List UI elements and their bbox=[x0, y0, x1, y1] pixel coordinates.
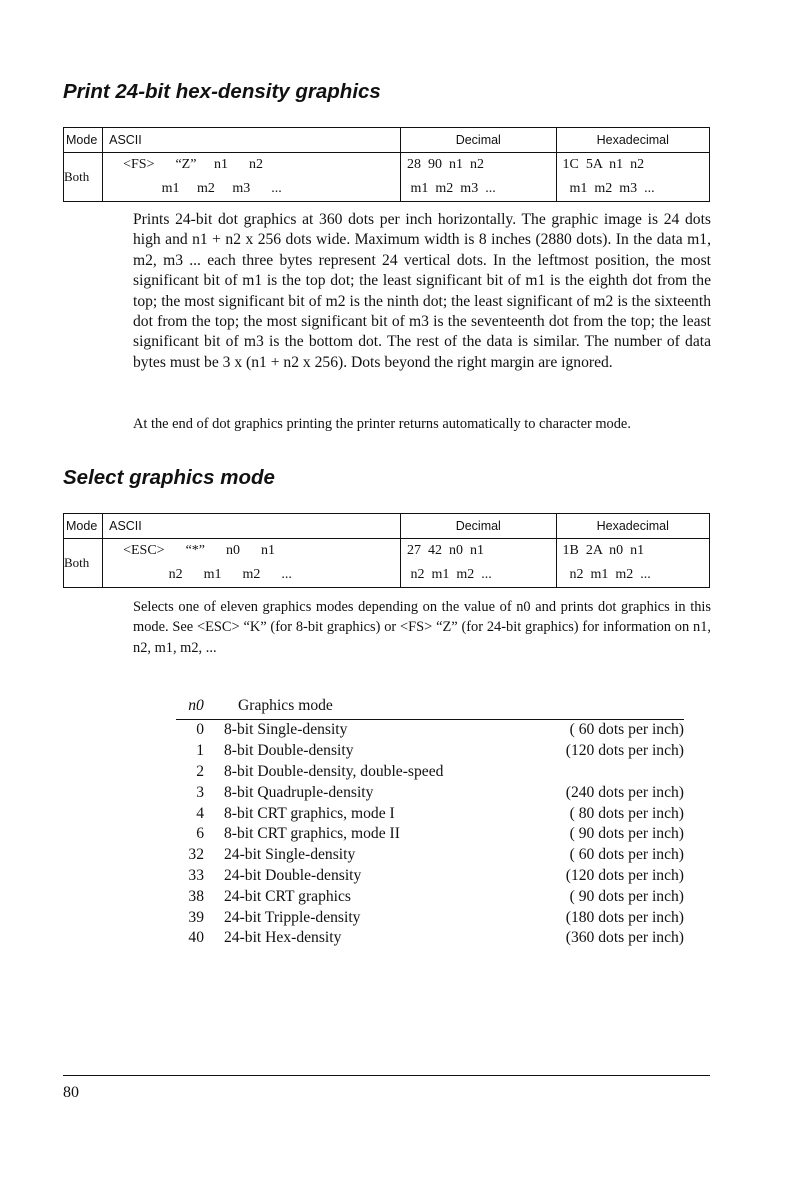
mode-row bbox=[176, 845, 684, 866]
mode-description: 24-bit CRT graphics bbox=[224, 887, 351, 905]
mode-description: 24-bit Tripple-density bbox=[224, 908, 361, 926]
mode-row bbox=[176, 928, 684, 949]
mode-description: 8-bit Quadruple-density bbox=[224, 783, 374, 801]
hex-line: 1C 5A n1 n2 bbox=[562, 157, 645, 172]
mode-n0: 32 bbox=[188, 846, 204, 864]
mode-row bbox=[176, 866, 684, 887]
decimal-sequence bbox=[401, 153, 556, 202]
ascii-line: n2 m1 m2 ... bbox=[123, 567, 292, 582]
command-table-graphics-mode bbox=[63, 513, 710, 588]
mode-description: 8-bit CRT graphics, mode I bbox=[224, 804, 395, 822]
hex-line: n2 m1 m2 ... bbox=[562, 567, 651, 582]
mode-n0: 40 bbox=[188, 929, 204, 947]
header-mode: Mode bbox=[64, 514, 103, 539]
modes-header-row bbox=[176, 696, 684, 720]
mode-density: (120 dots per inch) bbox=[565, 866, 684, 884]
mode-n0: 4 bbox=[196, 804, 204, 822]
note-character-mode: At the end of dot graphics printing the printer returns automatically to character mode. bbox=[133, 416, 631, 432]
mode-n0: 0 bbox=[196, 721, 204, 739]
mode-row bbox=[176, 824, 684, 845]
mode-description: 24-bit Single-density bbox=[224, 846, 356, 864]
description-hex-density: Prints 24-bit dot graphics at 360 dots per inch horizontally. The graphic image is 24 dots high and n1 + n2 x 256 dots wide. Maximum width is 8 inches (2880 dots). In the data m1, m2, m3 ... each three bytes represent 24 vertical dots. In the leftmost position, the most significant bit of m1 is the top dot; the least significant bit of m1 is the eighth dot from the top; the most significant bit of m2 is the ninth dot; the least significant of m2 is the sixteenth dot from the top; the most significant bit of m3 is the seventeenth dot from the top; the least significant bit of m3 is the bottom dot. The rest of the data is similar. The number of data bytes must be 3 x (n1 + n2 x 256). Dots beyond the right margin are ignored. bbox=[133, 211, 711, 371]
mode-description: 24-bit Double-density bbox=[224, 866, 362, 884]
mode-description: 8-bit Double-density, double-speed bbox=[224, 762, 444, 780]
mode-density: ( 90 dots per inch) bbox=[569, 825, 684, 843]
mode-density: (240 dots per inch) bbox=[565, 783, 684, 801]
header-decimal: Decimal bbox=[401, 128, 556, 153]
modes-table-body bbox=[176, 720, 684, 949]
mode-n0: 6 bbox=[196, 825, 204, 843]
header-ascii: ASCII bbox=[103, 514, 401, 539]
description-graphics-mode: Selects one of eleven graphics modes depending on the value of n0 and prints dot graphics in this mode. See <ESC> “K” (for 8-bit graphics) or <FS> “Z” (for 24-bit graphics) for information on n1, n2, m1, m2, ... bbox=[133, 599, 711, 656]
mode-row bbox=[176, 782, 684, 803]
header-graphics-mode: Graphics mode bbox=[216, 696, 684, 720]
hex-sequence bbox=[556, 153, 710, 202]
mode-density: ( 80 dots per inch) bbox=[569, 804, 684, 822]
mode-description: 24-bit Hex-density bbox=[224, 929, 342, 947]
mode-row bbox=[176, 741, 684, 762]
ascii-sequence bbox=[103, 153, 401, 202]
header-hex: Hexadecimal bbox=[556, 128, 710, 153]
table-header-row bbox=[64, 128, 710, 153]
mode-density: (120 dots per inch) bbox=[565, 742, 684, 760]
mode-n0: 38 bbox=[188, 887, 204, 905]
table-row bbox=[64, 539, 710, 588]
header-n0: n0 bbox=[176, 696, 216, 720]
decimal-line: 28 90 n1 n2 bbox=[407, 157, 485, 172]
mode-density: ( 60 dots per inch) bbox=[569, 721, 684, 739]
hex-sequence bbox=[556, 539, 710, 588]
mode-density: ( 60 dots per inch) bbox=[569, 846, 684, 864]
command-table-hex-density bbox=[63, 127, 710, 202]
hex-line: 1B 2A n0 n1 bbox=[562, 543, 645, 558]
mode-n0: 1 bbox=[196, 742, 204, 760]
decimal-line: m1 m2 m3 ... bbox=[407, 181, 496, 196]
header-ascii: ASCII bbox=[103, 128, 401, 153]
decimal-sequence bbox=[401, 539, 556, 588]
table-header-row bbox=[64, 514, 710, 539]
table-row bbox=[64, 153, 710, 202]
mode-value: Both bbox=[64, 539, 103, 588]
section-title-hex-density: Print 24-bit hex-density graphics bbox=[63, 80, 381, 103]
mode-n0: 39 bbox=[188, 908, 204, 926]
ascii-line: <FS> “Z” n1 n2 bbox=[123, 157, 263, 172]
mode-row bbox=[176, 907, 684, 928]
mode-n0: 2 bbox=[196, 762, 204, 780]
mode-description: 8-bit Double-density bbox=[224, 742, 354, 760]
ascii-line: m1 m2 m3 ... bbox=[123, 181, 282, 196]
footer-rule bbox=[63, 1075, 710, 1076]
decimal-line: n2 m1 m2 ... bbox=[407, 567, 492, 582]
mode-density: (360 dots per inch) bbox=[565, 929, 684, 947]
decimal-line: 27 42 n0 n1 bbox=[407, 543, 485, 558]
mode-density bbox=[524, 762, 684, 783]
mode-row bbox=[176, 803, 684, 824]
ascii-line: <ESC> “*” n0 n1 bbox=[123, 543, 276, 558]
section-title-select-graphics-mode: Select graphics mode bbox=[63, 466, 275, 489]
hex-line: m1 m2 m3 ... bbox=[562, 181, 655, 196]
mode-row bbox=[176, 720, 684, 741]
mode-description: 8-bit CRT graphics, mode II bbox=[224, 825, 400, 843]
header-mode: Mode bbox=[64, 128, 103, 153]
mode-description: 8-bit Single-density bbox=[224, 721, 348, 739]
page-number: 80 bbox=[63, 1084, 79, 1101]
header-decimal: Decimal bbox=[401, 514, 556, 539]
mode-density: ( 90 dots per inch) bbox=[569, 887, 684, 905]
mode-row bbox=[176, 762, 684, 783]
mode-value: Both bbox=[64, 153, 103, 202]
header-hex: Hexadecimal bbox=[556, 514, 710, 539]
mode-n0: 33 bbox=[188, 866, 204, 884]
mode-density: (180 dots per inch) bbox=[565, 908, 684, 926]
mode-row bbox=[176, 886, 684, 907]
ascii-sequence bbox=[103, 539, 401, 588]
graphics-modes-table bbox=[176, 696, 684, 949]
mode-n0: 3 bbox=[196, 783, 204, 801]
